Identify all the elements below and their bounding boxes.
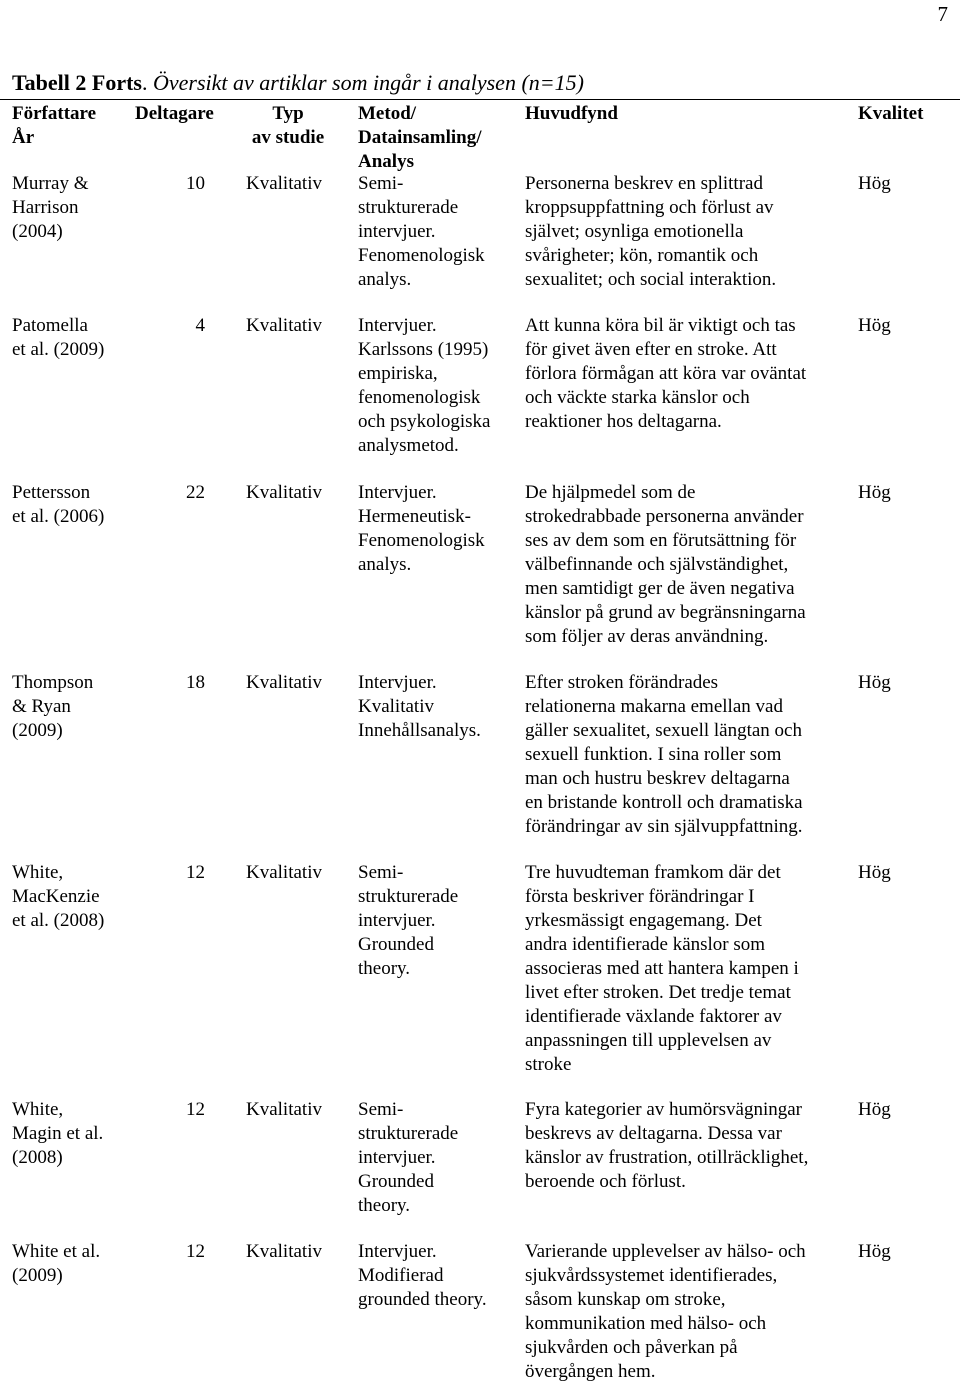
author-cell-line: White, — [12, 1099, 64, 1120]
author-cell — [12, 861, 132, 933]
findings-cell-line: Att kunna köra bil är viktigt och tas — [525, 315, 796, 336]
participants-cell: 12 — [186, 1241, 205, 1262]
findings-cell-line: förändringar av sin självuppfattning. — [525, 816, 803, 837]
method-cell-line: Intervjuer. — [358, 482, 437, 503]
author-cell — [12, 172, 132, 244]
author-cell-line: Murray & — [12, 173, 89, 194]
findings-cell-line: Varierande upplevelser av hälso- och — [525, 1241, 806, 1262]
findings-cell — [525, 861, 845, 1077]
study-type-cell: Kvalitativ — [246, 672, 322, 693]
author-cell-line: (2009) — [12, 1265, 63, 1286]
findings-cell-line: såsom kunskap om stroke, — [525, 1289, 726, 1310]
author-cell — [12, 481, 132, 529]
header-type: Typ av studie — [251, 103, 325, 148]
caption-dot: . — [141, 70, 148, 95]
method-cell-line: Intervjuer. — [358, 315, 437, 336]
quality-cell: Hög — [858, 315, 891, 336]
method-cell-line: Modifierad — [358, 1265, 444, 1286]
author-cell — [12, 671, 132, 743]
participants-cell: 4 — [195, 315, 205, 336]
author-cell-line: & Ryan — [12, 696, 71, 717]
findings-cell-line: första beskriver förändringar I — [525, 886, 755, 907]
findings-cell — [525, 671, 845, 839]
method-cell-line: analys. — [358, 554, 412, 575]
method-cell-line: Fenomenologisk — [358, 530, 485, 551]
findings-cell-line: kommunikation med hälso- och — [525, 1313, 767, 1334]
method-cell-line: Semi- — [358, 862, 404, 883]
findings-cell-line: men samtidigt ger de även negativa — [525, 578, 795, 599]
study-type-cell: Kvalitativ — [246, 1241, 322, 1262]
method-cell-line: strukturerade — [358, 197, 459, 218]
header-rule — [0, 99, 960, 100]
findings-cell-line: Efter stroken förändrades — [525, 672, 719, 693]
findings-cell-line: sexualitet; och social interaktion. — [525, 269, 777, 290]
study-type-cell: Kvalitativ — [246, 862, 322, 883]
table-caption — [12, 70, 584, 96]
method-cell-line: intervjuer. — [358, 910, 436, 931]
findings-cell-line: man och hustru beskrev deltagarna — [525, 768, 790, 789]
author-cell-line: Harrison — [12, 197, 79, 218]
header-findings: Huvudfynd — [525, 103, 618, 124]
author-cell-line: Patomella — [12, 315, 88, 336]
method-cell-line: analys. — [358, 269, 412, 290]
method-cell — [358, 861, 518, 981]
method-cell-line: strukturerade — [358, 886, 459, 907]
participants-cell: 10 — [186, 173, 205, 194]
findings-cell-line: välbefinnande och självständighet, — [525, 554, 789, 575]
author-cell-line: Magin et al. — [12, 1123, 104, 1144]
findings-cell-line: Fyra kategorier av humörsvägningar — [525, 1099, 802, 1120]
findings-cell — [525, 1240, 845, 1384]
findings-cell-line: Tre huvudteman framkom där det — [525, 862, 781, 883]
findings-cell — [525, 314, 845, 434]
method-cell-line: Fenomenologisk — [358, 245, 485, 266]
method-cell-line: Semi- — [358, 1099, 404, 1120]
findings-cell-line: beskrevs av deltagarna. Dessa var — [525, 1123, 782, 1144]
author-cell-line: (2009) — [12, 720, 63, 741]
author-cell — [12, 1240, 132, 1288]
header-participants: Deltagare — [135, 103, 214, 124]
findings-cell-line: livet efter stroken. Det tredje temat — [525, 982, 791, 1003]
quality-cell: Hög — [858, 173, 891, 194]
method-cell-line: theory. — [358, 958, 411, 979]
participants-cell: 18 — [186, 672, 205, 693]
author-cell-line: et al. (2008) — [12, 910, 105, 931]
findings-cell-line: sjukvårdssystemet identifierades, — [525, 1265, 778, 1286]
table-label: Tabell 2 Forts — [12, 70, 142, 95]
findings-cell — [525, 481, 845, 649]
findings-cell-line: självet; osynliga emotionella — [525, 221, 744, 242]
author-cell-line: et al. (2006) — [12, 506, 105, 527]
findings-cell-line: relationerna makarna emellan vad — [525, 696, 783, 717]
method-cell-line: strukturerade — [358, 1123, 459, 1144]
header-author: Författare År — [12, 103, 97, 148]
participants-cell: 22 — [186, 482, 205, 503]
quality-cell: Hög — [858, 862, 891, 883]
method-cell-line: Hermeneutisk- — [358, 506, 471, 527]
method-cell-line: empiriska, — [358, 363, 438, 384]
method-cell-line: Intervjuer. — [358, 1241, 437, 1262]
study-type-cell: Kvalitativ — [246, 315, 322, 336]
findings-cell-line: förlora förmågan att köra var oväntat — [525, 363, 807, 384]
author-cell-line: White et al. — [12, 1241, 101, 1262]
method-cell-line: Innehållsanalys. — [358, 720, 481, 741]
study-type-cell: Kvalitativ — [246, 482, 322, 503]
author-cell-line: (2008) — [12, 1147, 63, 1168]
author-cell-line: MacKenzie — [12, 886, 100, 907]
findings-cell-line: sexuell funktion. I sina roller som — [525, 744, 782, 765]
findings-cell-line: och väckte starka känslor och — [525, 387, 750, 408]
participants-cell: 12 — [186, 1099, 205, 1120]
study-type-cell: Kvalitativ — [246, 1099, 322, 1120]
method-cell — [358, 1098, 518, 1218]
header-quality: Kvalitet — [858, 103, 924, 124]
findings-cell-line: stroke — [525, 1054, 572, 1075]
study-type-cell: Kvalitativ — [246, 173, 322, 194]
method-cell — [358, 481, 518, 577]
method-cell-line: Semi- — [358, 173, 404, 194]
findings-cell-line: övergången hem. — [525, 1361, 656, 1382]
method-cell-line: Grounded — [358, 1171, 434, 1192]
table-title: Översikt av artiklar som ingår i analysen (n=15) — [147, 70, 584, 95]
quality-cell: Hög — [858, 482, 891, 503]
method-cell-line: Kvalitativ — [358, 696, 434, 717]
method-cell-line: analysmetod. — [358, 435, 459, 456]
findings-cell-line: associeras med att hantera kampen i — [525, 958, 799, 979]
findings-cell-line: kroppsuppfattning och förlust av — [525, 197, 774, 218]
method-cell — [358, 172, 518, 292]
findings-cell-line: strokedrabbade personerna använder — [525, 506, 804, 527]
quality-cell: Hög — [858, 1241, 891, 1262]
findings-cell-line: för givet även efter en stroke. Att — [525, 339, 777, 360]
author-cell-line: Pettersson — [12, 482, 91, 503]
author-cell-line: et al. (2009) — [12, 339, 105, 360]
findings-cell-line: ses av dem som en förutsättning för — [525, 530, 797, 551]
author-cell-line: (2004) — [12, 221, 63, 242]
author-cell — [12, 1098, 132, 1170]
quality-cell: Hög — [858, 672, 891, 693]
method-cell-line: och psykologiska — [358, 411, 491, 432]
author-cell — [12, 314, 132, 362]
findings-cell-line: svårigheter; kön, romantik och — [525, 245, 759, 266]
findings-cell — [525, 1098, 845, 1194]
findings-cell — [525, 172, 845, 292]
findings-cell-line: anpassningen till upplevelsen av — [525, 1030, 772, 1051]
method-cell-line: fenomenologisk — [358, 387, 481, 408]
method-cell-line: intervjuer. — [358, 221, 436, 242]
quality-cell: Hög — [858, 1099, 891, 1120]
participants-cell: 12 — [186, 862, 205, 883]
method-cell-line: theory. — [358, 1195, 411, 1216]
method-cell-line: Karlssons (1995) — [358, 339, 489, 360]
findings-cell-line: som följer av deras användning. — [525, 626, 769, 647]
findings-cell-line: en bristande kontroll och dramatiska — [525, 792, 803, 813]
findings-cell-line: yrkesmässigt engagemang. Det — [525, 910, 762, 931]
findings-cell-line: De hjälpmedel som de — [525, 482, 696, 503]
method-cell-line: intervjuer. — [358, 1147, 436, 1168]
findings-cell-line: gäller sexualitet, sexuell längtan och — [525, 720, 802, 741]
findings-cell-line: andra identifierade känslor som — [525, 934, 766, 955]
method-cell-line: Grounded — [358, 934, 434, 955]
author-cell-line: Thompson — [12, 672, 94, 693]
method-cell-line: grounded theory. — [358, 1289, 487, 1310]
page-number: 7 — [937, 2, 948, 26]
findings-cell-line: reaktioner hos deltagarna. — [525, 411, 722, 432]
author-cell-line: White, — [12, 862, 64, 883]
method-cell — [358, 1240, 518, 1312]
method-cell-line: Intervjuer. — [358, 672, 437, 693]
findings-cell-line: känslor på grund av begränsningarna — [525, 602, 806, 623]
header-method: Metod/ Datainsamling/ Analys — [358, 103, 482, 172]
findings-cell-line: känslor av frustration, otillräcklighet, — [525, 1147, 809, 1168]
method-cell — [358, 671, 518, 743]
findings-cell-line: Personerna beskrev en splittrad — [525, 173, 763, 194]
method-cell — [358, 314, 518, 458]
findings-cell-line: identifierade växlande faktorer av — [525, 1006, 782, 1027]
findings-cell-line: sjukvården och påverkan på — [525, 1337, 738, 1358]
findings-cell-line: beroende och förlust. — [525, 1171, 686, 1192]
